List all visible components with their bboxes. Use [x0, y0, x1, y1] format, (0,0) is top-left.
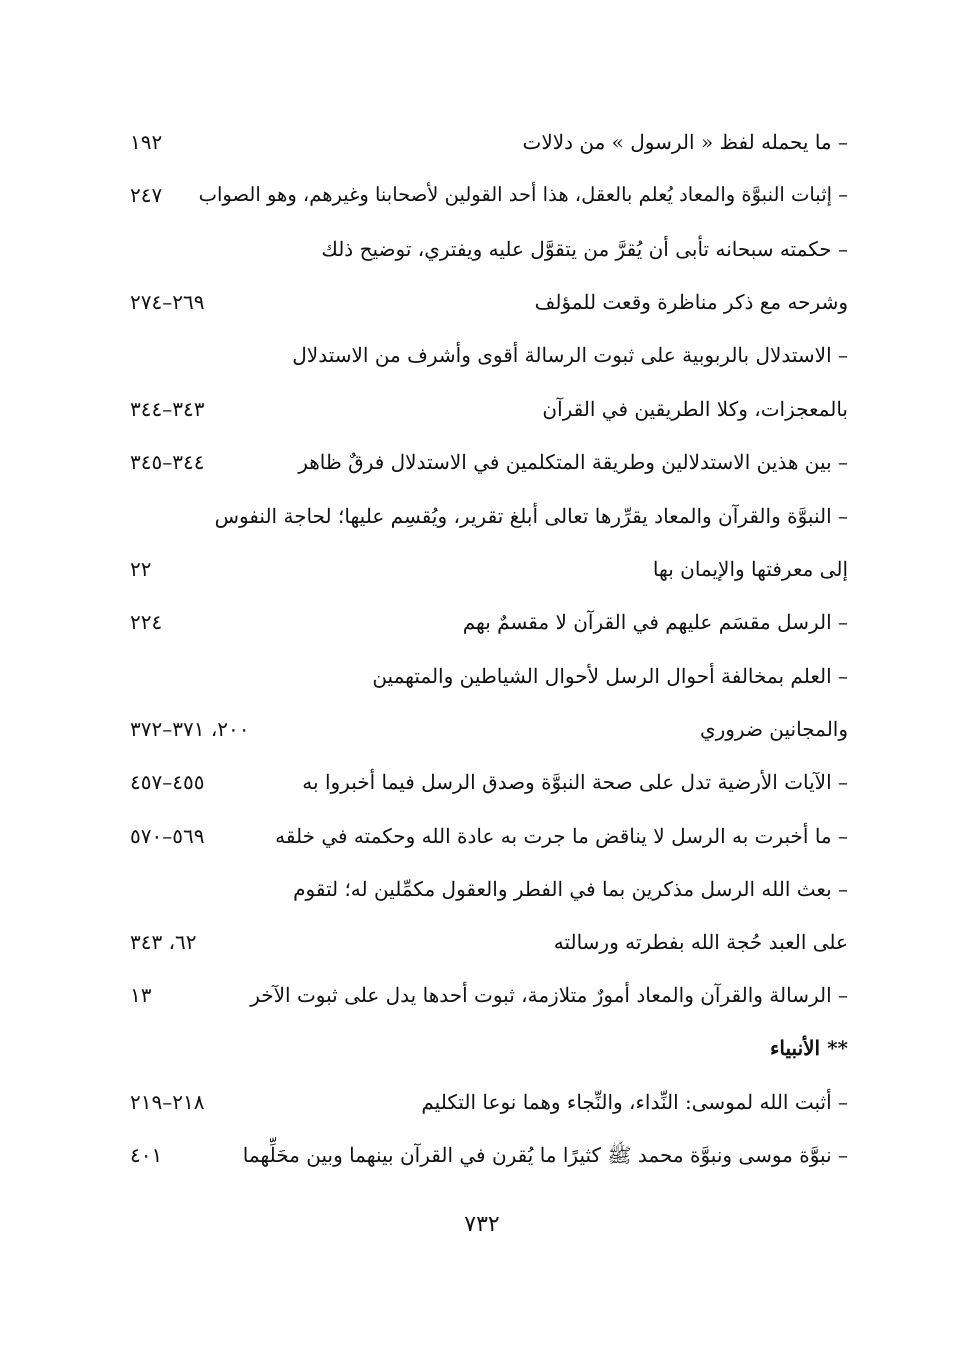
entry-pages: ٣٤٤–٣٤٥: [130, 450, 205, 474]
index-entry: [130, 229, 848, 269]
index-entry: [130, 442, 848, 482]
index-entry: [130, 389, 848, 429]
entry-text: – الرسل مقسَم عليهم في القرآن لا مقسمٌ بهم: [462, 610, 848, 634]
entry-text: – النبوَّة والقرآن والمعاد يقرِّرها تعالى أبلغ تقرير، ويُقسِم عليها؛ لحاجة النفوس: [214, 504, 848, 528]
index-entry: [130, 869, 848, 909]
index-entry: [130, 122, 848, 162]
entry-text: وشرحه مع ذكر مناظرة وقعت للمؤلف: [534, 290, 848, 314]
entry-text: – بعث الله الرسل مذكرين بما في الفطر والعقول مكمِّلين له؛ لتقوم: [293, 877, 848, 901]
entry-pages: ١٣: [130, 983, 152, 1007]
index-entry: [130, 1135, 848, 1175]
entry-text: – ما يحمله لفظ « الرسول » من دلالات: [522, 130, 848, 154]
entry-text: والمجانين ضروري: [699, 717, 848, 741]
entry-pages: ٦٢، ٣٤٣: [130, 930, 197, 954]
entry-text: – الاستدلال بالربوبية على ثبوت الرسالة أقوى وأشرف من الاستدلال: [292, 343, 848, 367]
entry-pages: ٢١٨–٢١٩: [130, 1090, 205, 1114]
index-entry: [130, 335, 848, 375]
index-entry: [130, 549, 848, 589]
section-heading: ** الأنبياء: [770, 1036, 848, 1060]
index-entry: [130, 922, 848, 962]
index-entry: [130, 175, 848, 215]
entry-text: – إثبات النبوَّة والمعاد يُعلم بالعقل، هذا أحد القولين لأصحابنا وغيرهم، وهو الصواب: [198, 183, 848, 206]
entry-text: بالمعجزات، وكلا الطريقين في القرآن: [542, 397, 848, 421]
index-entry: [130, 816, 848, 856]
entry-text: إلى معرفتها والإيمان بها: [652, 557, 848, 581]
index-entry: [130, 1082, 848, 1122]
index-entry: [130, 656, 848, 696]
entry-pages: ٤٥٥–٤٥٧: [130, 770, 205, 794]
entry-pages: ٣٤٣–٣٤٤: [130, 397, 205, 421]
entry-pages: ٥٦٩–٥٧٠: [130, 824, 205, 848]
entry-text: – العلم بمخالفة أحوال الرسل لأحوال الشياطين والمتهمين: [372, 664, 848, 688]
entry-pages: ٤٠١: [130, 1143, 163, 1167]
entry-text: على العبد حُجة الله بفطرته ورسالته: [553, 930, 848, 954]
index-entry: [130, 602, 848, 642]
entry-text: – ما أخبرت به الرسل لا يناقض ما جرت به عادة الله وحكمته في خلقه: [275, 824, 848, 848]
entry-pages: ٢٤٧: [130, 183, 163, 207]
index-entry: [130, 282, 848, 322]
entry-text: – الآيات الأرضية تدل على صحة النبوَّة وصدق الرسل فيما أخبروا به: [302, 770, 848, 794]
index-entry: [130, 496, 848, 536]
entry-pages: ١٩٢: [130, 130, 163, 154]
entry-pages: ٢٢: [130, 557, 152, 581]
entry-text: – أثبت الله لموسى: النِّداء، والنِّجاء وهما نوعا التكليم: [421, 1090, 848, 1114]
page-number: ٧٣٢: [464, 1212, 500, 1237]
entry-pages: ٢٦٩–٢٧٤: [130, 290, 205, 314]
index-entry: [130, 762, 848, 802]
entry-text: – الرسالة والقرآن والمعاد أمورٌ متلازمة، ثبوت أحدها يدل على ثبوت الآخر: [250, 983, 848, 1007]
entry-pages: ٢٢٤: [130, 610, 163, 634]
index-entry: [130, 709, 848, 749]
index-entry: [130, 975, 848, 1015]
entry-text: – حكمته سبحانه تأبى أن يُقرَّ من يتقوَّل عليه ويفتري، توضيح ذلك: [321, 237, 848, 261]
entry-text: – نبوَّة موسى ونبوَّة محمد ﷺ كثيرًا ما يُقرن في القرآن بينهما وبين محَلِّهما: [242, 1143, 848, 1167]
entry-text: – بين هذين الاستدلالين وطريقة المتكلمين في الاستدلال فرقٌ ظاهر: [298, 450, 848, 474]
entry-pages: ٢٠٠، ٣٧١–٣٧٢: [130, 717, 250, 741]
